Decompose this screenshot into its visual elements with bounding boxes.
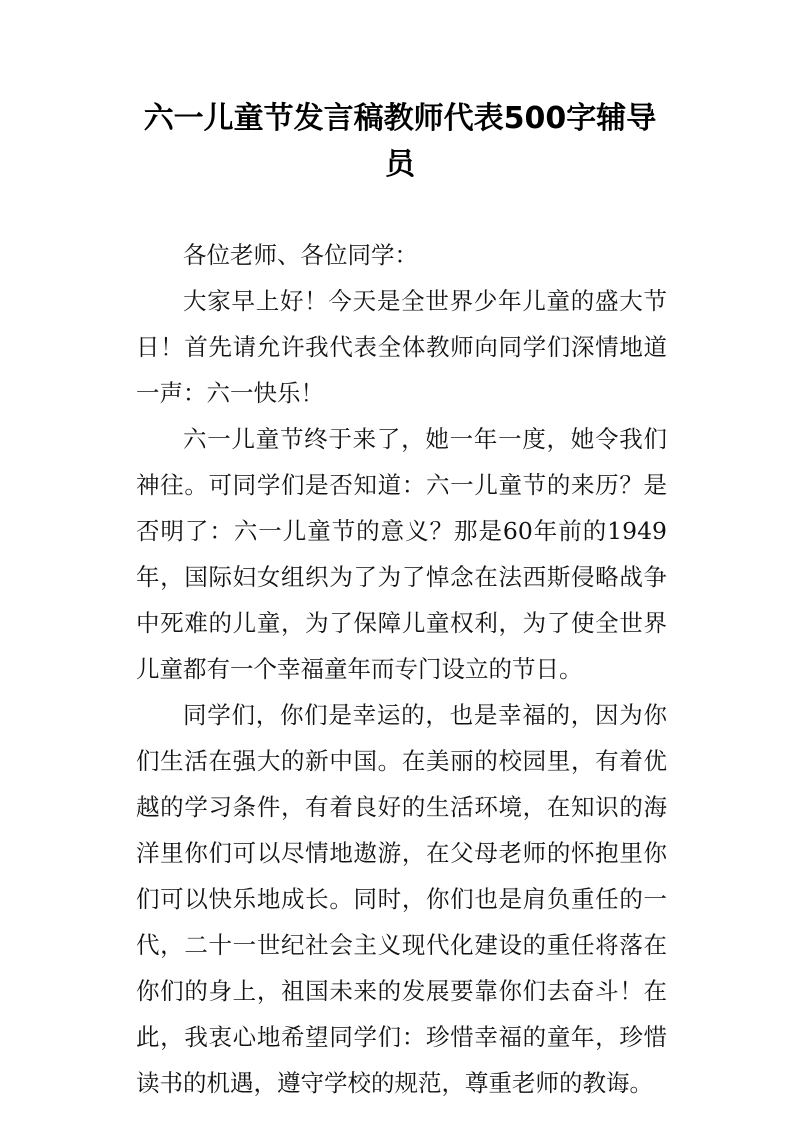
document-title: 六一儿童节发言稿教师代表500字辅导员 [143, 101, 657, 182]
paragraph-opening: 大家早上好！今天是全世界少年儿童的盛大节日！首先请允许我代表全体教师向同学们深情地道一声：六一快乐！ [136, 287, 667, 407]
paragraph-greeting: 各位老师、各位同学： [183, 241, 418, 269]
paragraph-history: 六一儿童节终于来了，她一年一度，她令我们神往。可同学们是否知道：六一儿童节的来历？是否明了：六一儿童节的意义？那是60年前的1949年，国际妇女组织为了为了悼念在法西斯侵略战争中死难的儿童，为了保障儿童权利，为了使全世界儿童都有一个幸福童年而专门设立的节日。 [136, 425, 667, 683]
paragraph-hope: 同学们，你们是幸运的，也是幸福的，因为你们生活在强大的新中国。在美丽的校园里，有着优越的学习条件，有着良好的生活环境，在知识的海洋里你们可以尽情地遨游，在父母老师的怀抱里你们可以快乐地成长。同时，你们也是肩负重任的一代，二十一世纪社会主义现代化建设的重任将落在你们的身上，祖国未来的发展要靠你们去奋斗！在此，我衷心地希望同学们：珍惜幸福的童年，珍惜读书的机遇，遵守学校的规范，尊重老师的教诲。 [136, 701, 667, 1097]
document-body [136, 232, 667, 1106]
